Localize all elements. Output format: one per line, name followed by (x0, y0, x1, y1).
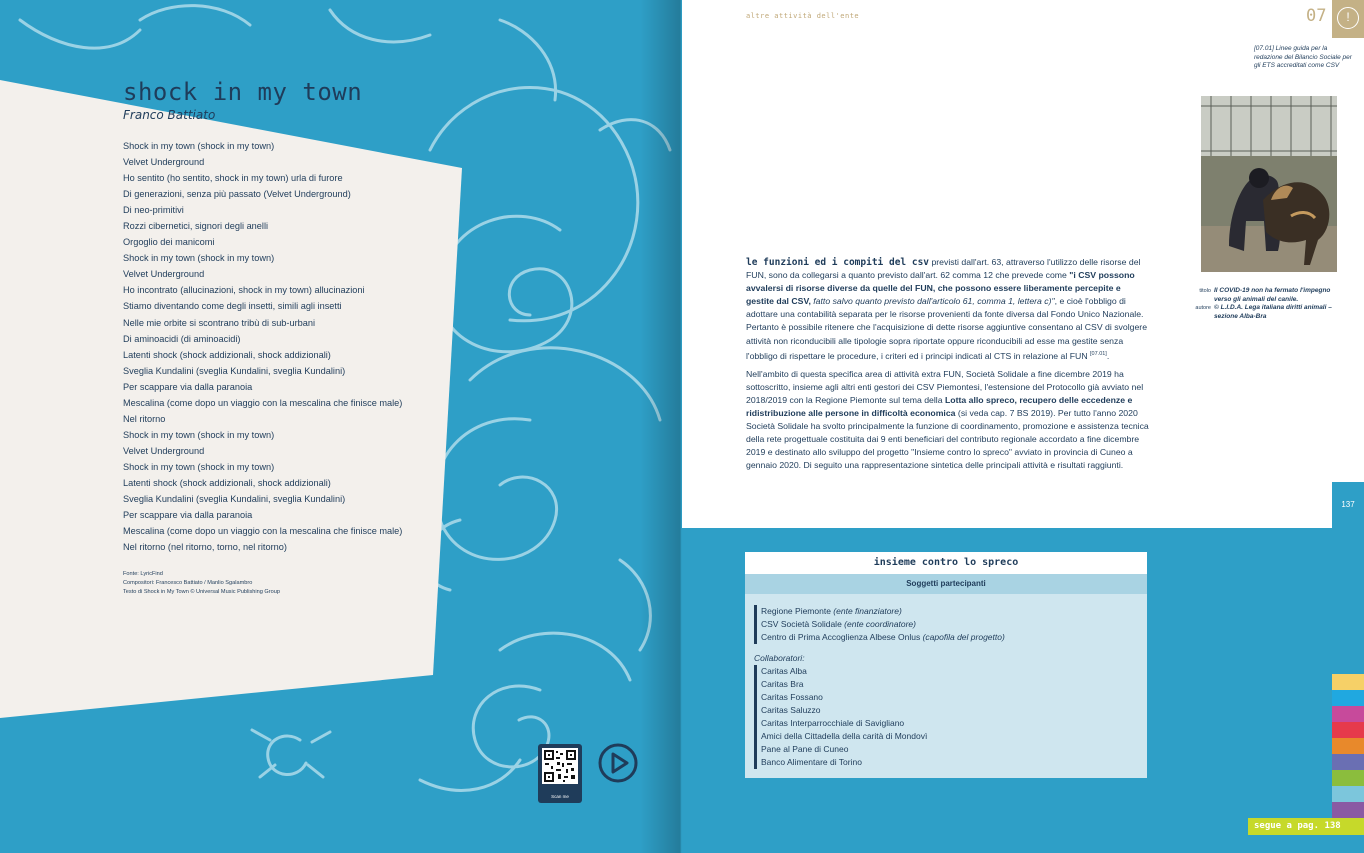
partner-name: Centro di Prima Accoglienza Albese Onlus (761, 632, 923, 642)
text-run: Nell'ambito di questa specifica area di attività extra FUN, Società Solidale a fine dicembre 2019 ha sottoscritto, insieme agli altri enti gestori dei CSV Piemontesi, l'estensione del Protocollo già avviato nel 2018/2019 con la Regione Piemonte sul tema della (746, 368, 1144, 405)
running-head: altre attività dell'ente (746, 12, 860, 20)
partner-item (754, 618, 1147, 631)
body-text (746, 256, 1150, 477)
song-title: shock in my town (123, 78, 363, 106)
collaborator-item: Caritas Bra (754, 678, 1147, 691)
lyric-line: Per scappare via dalla paranoia (123, 510, 253, 521)
play-icon[interactable] (598, 743, 638, 783)
chapter-tab-6[interactable] (1332, 754, 1364, 770)
credit-line: Fonte: LyricFind (123, 571, 163, 578)
lyric-line: Nelle mie orbite si scontrano tribù di sub-urbani (123, 317, 316, 328)
dog-photo (1201, 96, 1337, 272)
bold-run: Lotta allo spreco, recupero delle eccedenze e ridistribuzione alle persone in difficoltà economica (746, 394, 1133, 418)
caption-title-row (1188, 287, 1338, 304)
italic-run: fatto salvo quanto previsto dall'articolo 61, comma 1, lettera c)" (810, 296, 1055, 307)
info-icon: ! (1337, 7, 1359, 29)
lyric-line: Ho incontrato (allucinazioni, shock in my town) allucinazioni (123, 285, 365, 296)
text-run: previsti dall'art. 63, attraverso l'utilizzo delle risorse del FUN, sono da collegarsi a quanto previsto dall'art. 62 comma 12 che prevede come (746, 257, 1141, 281)
qr-label: Scan me (551, 794, 569, 799)
lyric-line: Mescalina (come dopo un viaggio con la mescalina che finisce male) (123, 526, 403, 537)
chapter-tab-3[interactable] (1332, 706, 1364, 722)
next-page-link[interactable]: segue a pag. 138 (1248, 818, 1364, 835)
caption-author-value: © L.I.D.A. Lega italiana diritti animali – sezione Alba-Bra (1214, 304, 1332, 320)
collaborators-list (745, 665, 1147, 769)
lyric-line: Shock in my town (shock in my town) (123, 461, 275, 472)
credit-line: Compositori: Francesco Battiato / Manlio Sgalambro (123, 580, 253, 587)
qr-code[interactable] (538, 744, 582, 803)
text-run: . (1106, 350, 1110, 361)
paragraph-2 (746, 368, 1150, 473)
collaborator-item: Amici della Cittadella della carità di Mondovì (754, 730, 1147, 743)
chapter-tab-5[interactable] (1332, 738, 1364, 754)
chapter-tab-4[interactable] (1332, 722, 1364, 738)
caption-title-value: Il COVID-19 non ha fermato l'impegno verso gli animali del canile. (1214, 287, 1331, 303)
lyric-line: Velvet Underground (123, 445, 205, 456)
lyric-line: Ho sentito (ho sentito, shock in my town) urla di furore (123, 173, 343, 184)
footnote-ref[interactable]: [07.01] (1090, 350, 1107, 357)
lyric-line: Per scappare via dalla paranoia (123, 381, 253, 392)
box-subtitle: Soggetti partecipanti (745, 574, 1147, 594)
chapter-number: 07 (1306, 6, 1327, 26)
text-run: (si veda cap. 7 BS 2019). Per tutto l'anno 2020 Società Solidale ha svolto principalmente la funzione di coordinamento, promozione e assistenza tecnica della rete progettuale costituita dai 9 enti beneficiari del contributo regionale accordato a fine dicembre 2019 e destinato allo sviluppo del progetto "Insieme contro lo spreco" avviato in provincia di Cuneo a gennaio 2020. Di seguito una rappresentazione sintetica delle principali attività e risultati raggiunti. (746, 407, 1149, 471)
partner-role: (capofila del progetto) (922, 632, 1005, 642)
collaborator-item: Caritas Interparrocchiale di Savigliano (754, 717, 1147, 730)
photo-caption (1188, 287, 1338, 321)
lyrics-credits (123, 570, 453, 597)
collaborator-item: Pane al Pane di Cuneo (754, 743, 1147, 756)
partner-name: Regione Piemonte (761, 606, 834, 616)
lyric-line: Di generazioni, senza più passato (Velvet Underground) (123, 189, 351, 200)
qr-code-icon (542, 748, 578, 784)
collaborator-item: Caritas Fossano (754, 691, 1147, 704)
lyrics-block (123, 78, 453, 597)
box-title: insieme contro lo spreco (745, 552, 1147, 574)
lyric-line: Di aminoacidi (di aminoacidi) (123, 333, 241, 344)
lyric-line: Sveglia Kundalini (sveglia Kundalini, sveglia Kundalini) (123, 494, 346, 505)
chapter-tab-1[interactable] (1332, 674, 1364, 690)
project-box (745, 552, 1147, 778)
lyric-line: Sveglia Kundalini (sveglia Kundalini, sveglia Kundalini) (123, 365, 346, 376)
partner-item (754, 605, 1147, 618)
caption-title-key: titolo (1199, 288, 1211, 294)
lyric-line: Shock in my town (shock in my town) (123, 141, 275, 151)
chapter-tab-9[interactable] (1332, 802, 1364, 818)
bold-run: "i CSV possono avvalersi di risorse diverse da quelle del FUN, che possono essere liberamente percepite e gestite dal CSV, (746, 270, 1135, 307)
credit-line: Testo di Shock in My Town © Universal Music Publishing Group (123, 589, 280, 596)
caption-author-key: autore (1195, 305, 1211, 311)
collaborator-item: Caritas Saluzzo (754, 704, 1147, 717)
page-number: 137 (1332, 482, 1364, 528)
lyric-line: Stiamo diventando come degli insetti, simili agli insetti (123, 301, 342, 312)
lyrics-list (123, 138, 453, 555)
collaborator-item: Banco Alimentare di Torino (754, 756, 1147, 769)
paragraph-1 (746, 256, 1150, 363)
lyric-line: Rozzi cibernetici, signori degli anelli (123, 221, 269, 232)
song-author: Franco Battiato (123, 108, 216, 122)
chapter-tab-7[interactable] (1332, 770, 1364, 786)
chapter-color-tabs[interactable] (1332, 674, 1364, 818)
chapter-tab-8[interactable] (1332, 786, 1364, 802)
lyric-line: Latenti shock (shock addizionali, shock addizionali) (123, 477, 331, 488)
lyric-line: Velvet Underground (123, 157, 205, 168)
lyric-line: Orgoglio dei manicomi (123, 237, 215, 248)
lyric-line: Shock in my town (shock in my town) (123, 253, 275, 264)
lyric-line: Velvet Underground (123, 269, 205, 280)
collaborators-heading: Collaboratori: (754, 653, 805, 663)
text-run: , e cioè l'obbligo di adottare una contabilità separata per le risorse provenienti da fonte diversa dal Fondo Unico Nazionale. Pertanto è possibile ritenere che l'acquisizione di dette risorse aggiuntive consentano al CSV di svolgere attività non riconducibili alle tipologie sopra riportate oppure riconducibili ad esse ma gestite senza l'obbligo di rispettare le procedure, i criteri ed i principi indicati al CTS in relazione al FUN (746, 296, 1148, 361)
partner-role: (ente finanziatore) (833, 606, 902, 616)
partners-list (745, 594, 1147, 644)
lyric-line: Latenti shock (shock addizionali, shock addizionali) (123, 349, 331, 360)
lyric-line: Nel ritorno (123, 413, 166, 424)
chapter-tab-2[interactable] (1332, 690, 1364, 706)
caption-author-row (1188, 304, 1338, 321)
partner-item (754, 631, 1147, 644)
lyric-line: Shock in my town (shock in my town) (123, 429, 275, 440)
lyric-line: Nel ritorno (nel ritorno, torno, nel ritorno) (123, 542, 287, 553)
paragraph-lead: le funzioni ed i compiti del csv (746, 257, 930, 268)
partner-role: (ente coordinatore) (844, 619, 916, 629)
collaborator-item: Caritas Alba (754, 665, 1147, 678)
footnote: [07.01] Linee guida per la redazione del Bilancio Sociale per gli ETS accreditati come CSV (1254, 45, 1352, 69)
partner-name: CSV Società Solidale (761, 619, 845, 629)
lyric-line: Di neo-primitivi (123, 205, 184, 216)
lyric-line: Mescalina (come dopo un viaggio con la mescalina che finisce male) (123, 397, 403, 408)
